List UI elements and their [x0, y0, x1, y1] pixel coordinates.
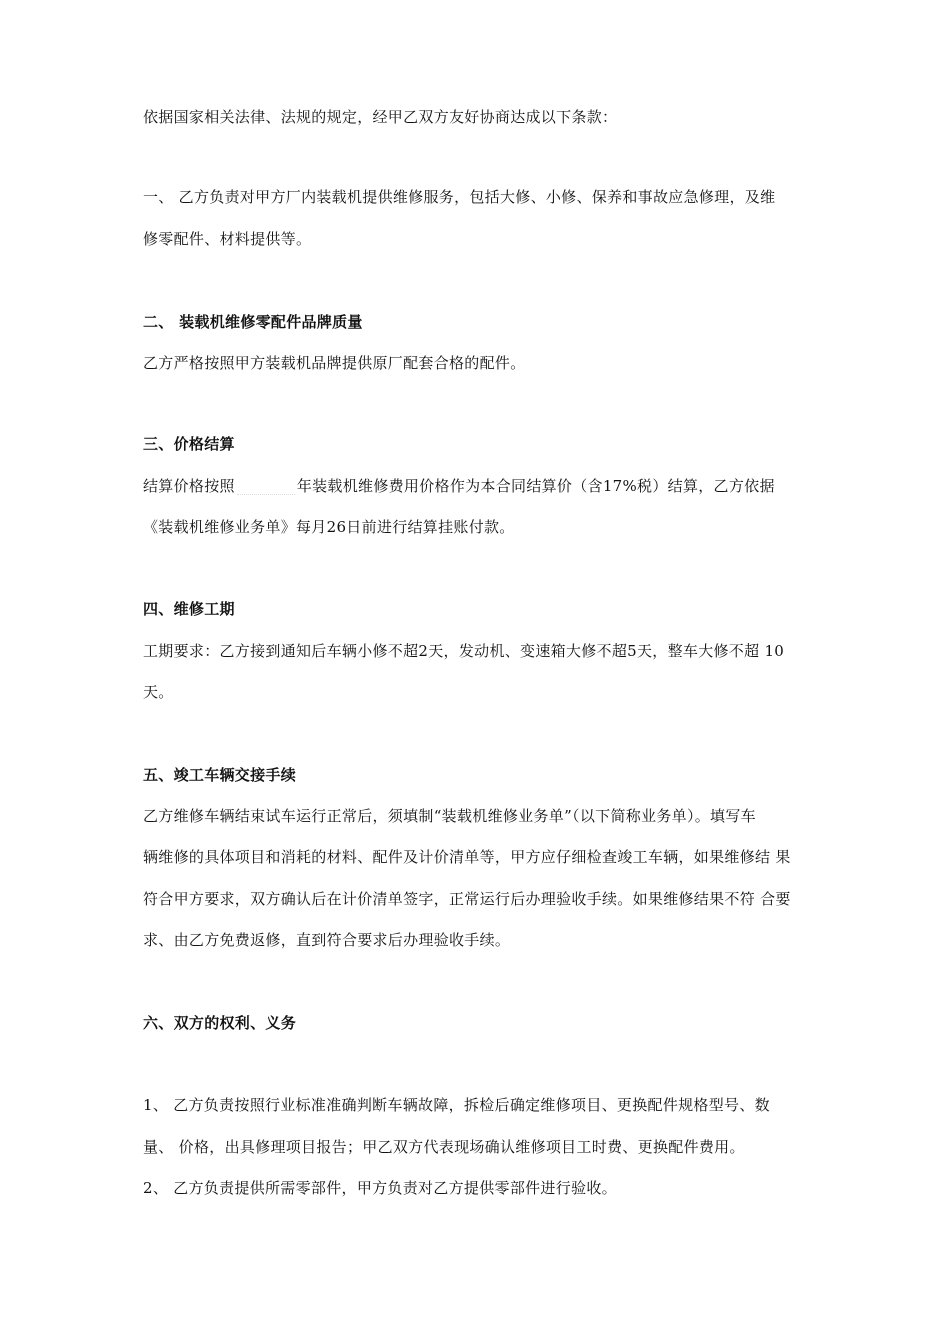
- section1-line2: 修零配件、材料提供等。: [143, 230, 312, 248]
- year-blank-field: [237, 476, 295, 495]
- section6-heading: 六、双方的权利、义务: [143, 1014, 297, 1032]
- section2-heading: 二、 装载机维修零配件品牌质量: [143, 313, 363, 331]
- section3-line1-start: 结算价格按照: [143, 477, 235, 495]
- section5-line2: 辆维修的具体项目和消耗的材料、配件及计价清单等，甲方应仔细检查竣工车辆，如果维修结 果: [143, 848, 791, 866]
- intro-text: 依据国家相关法律、法规的规定，经甲乙双方友好协商达成以下条款：: [143, 108, 618, 126]
- section2-body: 乙方严格按照甲方装载机品牌提供原厂配套合格的配件。: [143, 354, 526, 372]
- section3-line1-end: 年装载机维修费用价格作为本合同结算价（含17%税）结算，乙方依据: [296, 477, 775, 495]
- section5-line1: 乙方维修车辆结束试车运行正常后，须填制“装载机维修业务单”（以下简称业务单）。填写车: [143, 807, 756, 825]
- section3-line1: [143, 476, 775, 496]
- section6-item2: 2、 乙方负责提供所需零部件，甲方负责对乙方提供零部件进行验收。: [143, 1179, 617, 1197]
- section1-line1: 一、 乙方负责对甲方厂内装载机提供维修服务，包括大修、小修、保养和事故应急修理，及维: [143, 188, 776, 206]
- section6-item1-line1: 1、 乙方负责按照行业标准准确判断车辆故障，拆检后确定维修项目、更换配件规格型号、数: [143, 1096, 770, 1114]
- section4-line2: 天。: [143, 683, 174, 701]
- section5-heading: 五、竣工车辆交接手续: [143, 766, 297, 784]
- section6-item1-line2: 量、 价格，出具修理项目报告；甲乙双方代表现场确认维修项目工时费、更换配件费用。: [143, 1138, 745, 1156]
- section5-line4: 求、由乙方免费返修，直到符合要求后办理验收手续。: [143, 931, 511, 949]
- section4-line1: 工期要求：乙方接到通知后车辆小修不超2天，发动机、变速箱大修不超5天，整车大修不超 10: [143, 642, 785, 660]
- section3-line2: 《装载机维修业务单》每月26日前进行结算挂账付款。: [143, 518, 515, 536]
- section3-heading: 三、价格结算: [143, 435, 235, 453]
- section4-heading: 四、维修工期: [143, 600, 235, 618]
- section5-line3: 符合甲方要求，双方确认后在计价清单签字，正常运行后办理验收手续。如果维修结果不符 合要: [143, 890, 791, 908]
